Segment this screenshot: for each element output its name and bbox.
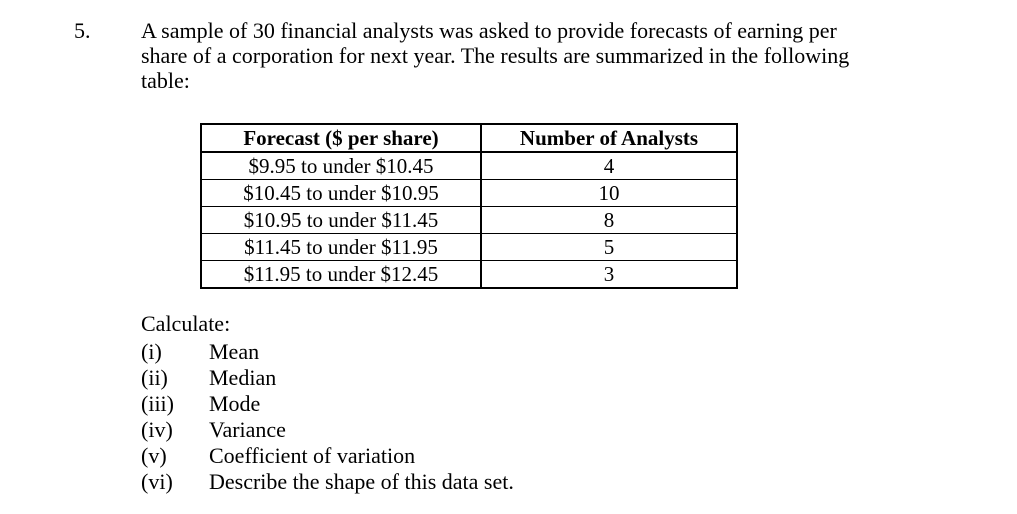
list-item [141, 391, 514, 417]
forecast-cell: $10.95 to under $11.45 [201, 207, 481, 234]
forecast-cell: $11.45 to under $11.95 [201, 234, 481, 261]
task-text: Mode [209, 391, 261, 416]
list-item [141, 469, 514, 495]
task-text: Mean [209, 339, 260, 364]
task-text: Median [209, 365, 277, 390]
question-number: 5. [74, 18, 91, 43]
task-numeral: (ii) [141, 365, 168, 390]
table-row [201, 207, 737, 234]
task-text: Coefficient of variation [209, 443, 416, 468]
column-header-forecast: Forecast ($ per share) [201, 124, 481, 152]
table-row [201, 234, 737, 261]
intro-line: table: [141, 68, 190, 93]
column-header-analysts: Number of Analysts [481, 124, 737, 152]
calculate-label: Calculate: [141, 311, 231, 336]
task-numeral: (iii) [141, 391, 174, 416]
forecast-cell: $10.45 to under $10.95 [201, 180, 481, 207]
list-item [141, 417, 514, 443]
question-intro [141, 18, 901, 93]
analysts-cell: 3 [481, 261, 737, 289]
list-item [141, 339, 514, 365]
analysts-cell: 10 [481, 180, 737, 207]
task-text: Describe the shape of this data set. [209, 469, 514, 494]
intro-line: share of a corporation for next year. The results are summarized in the following [141, 43, 850, 68]
intro-line: A sample of 30 financial analysts was asked to provide forecasts of earning per [141, 18, 837, 43]
analysts-cell: 4 [481, 152, 737, 180]
task-numeral: (i) [141, 339, 162, 364]
analysts-cell: 8 [481, 207, 737, 234]
list-item [141, 443, 514, 469]
task-numeral: (vi) [141, 469, 173, 494]
frequency-table [200, 123, 738, 289]
analysts-cell: 5 [481, 234, 737, 261]
table-row [201, 261, 737, 289]
task-numeral: (iv) [141, 417, 173, 442]
forecast-cell: $11.95 to under $12.45 [201, 261, 481, 289]
task-list [141, 339, 514, 495]
table-row [201, 152, 737, 180]
table-header-row [201, 124, 737, 152]
task-text: Variance [209, 417, 286, 442]
list-item [141, 365, 514, 391]
table-row [201, 180, 737, 207]
forecast-cell: $9.95 to under $10.45 [201, 152, 481, 180]
task-numeral: (v) [141, 443, 167, 468]
